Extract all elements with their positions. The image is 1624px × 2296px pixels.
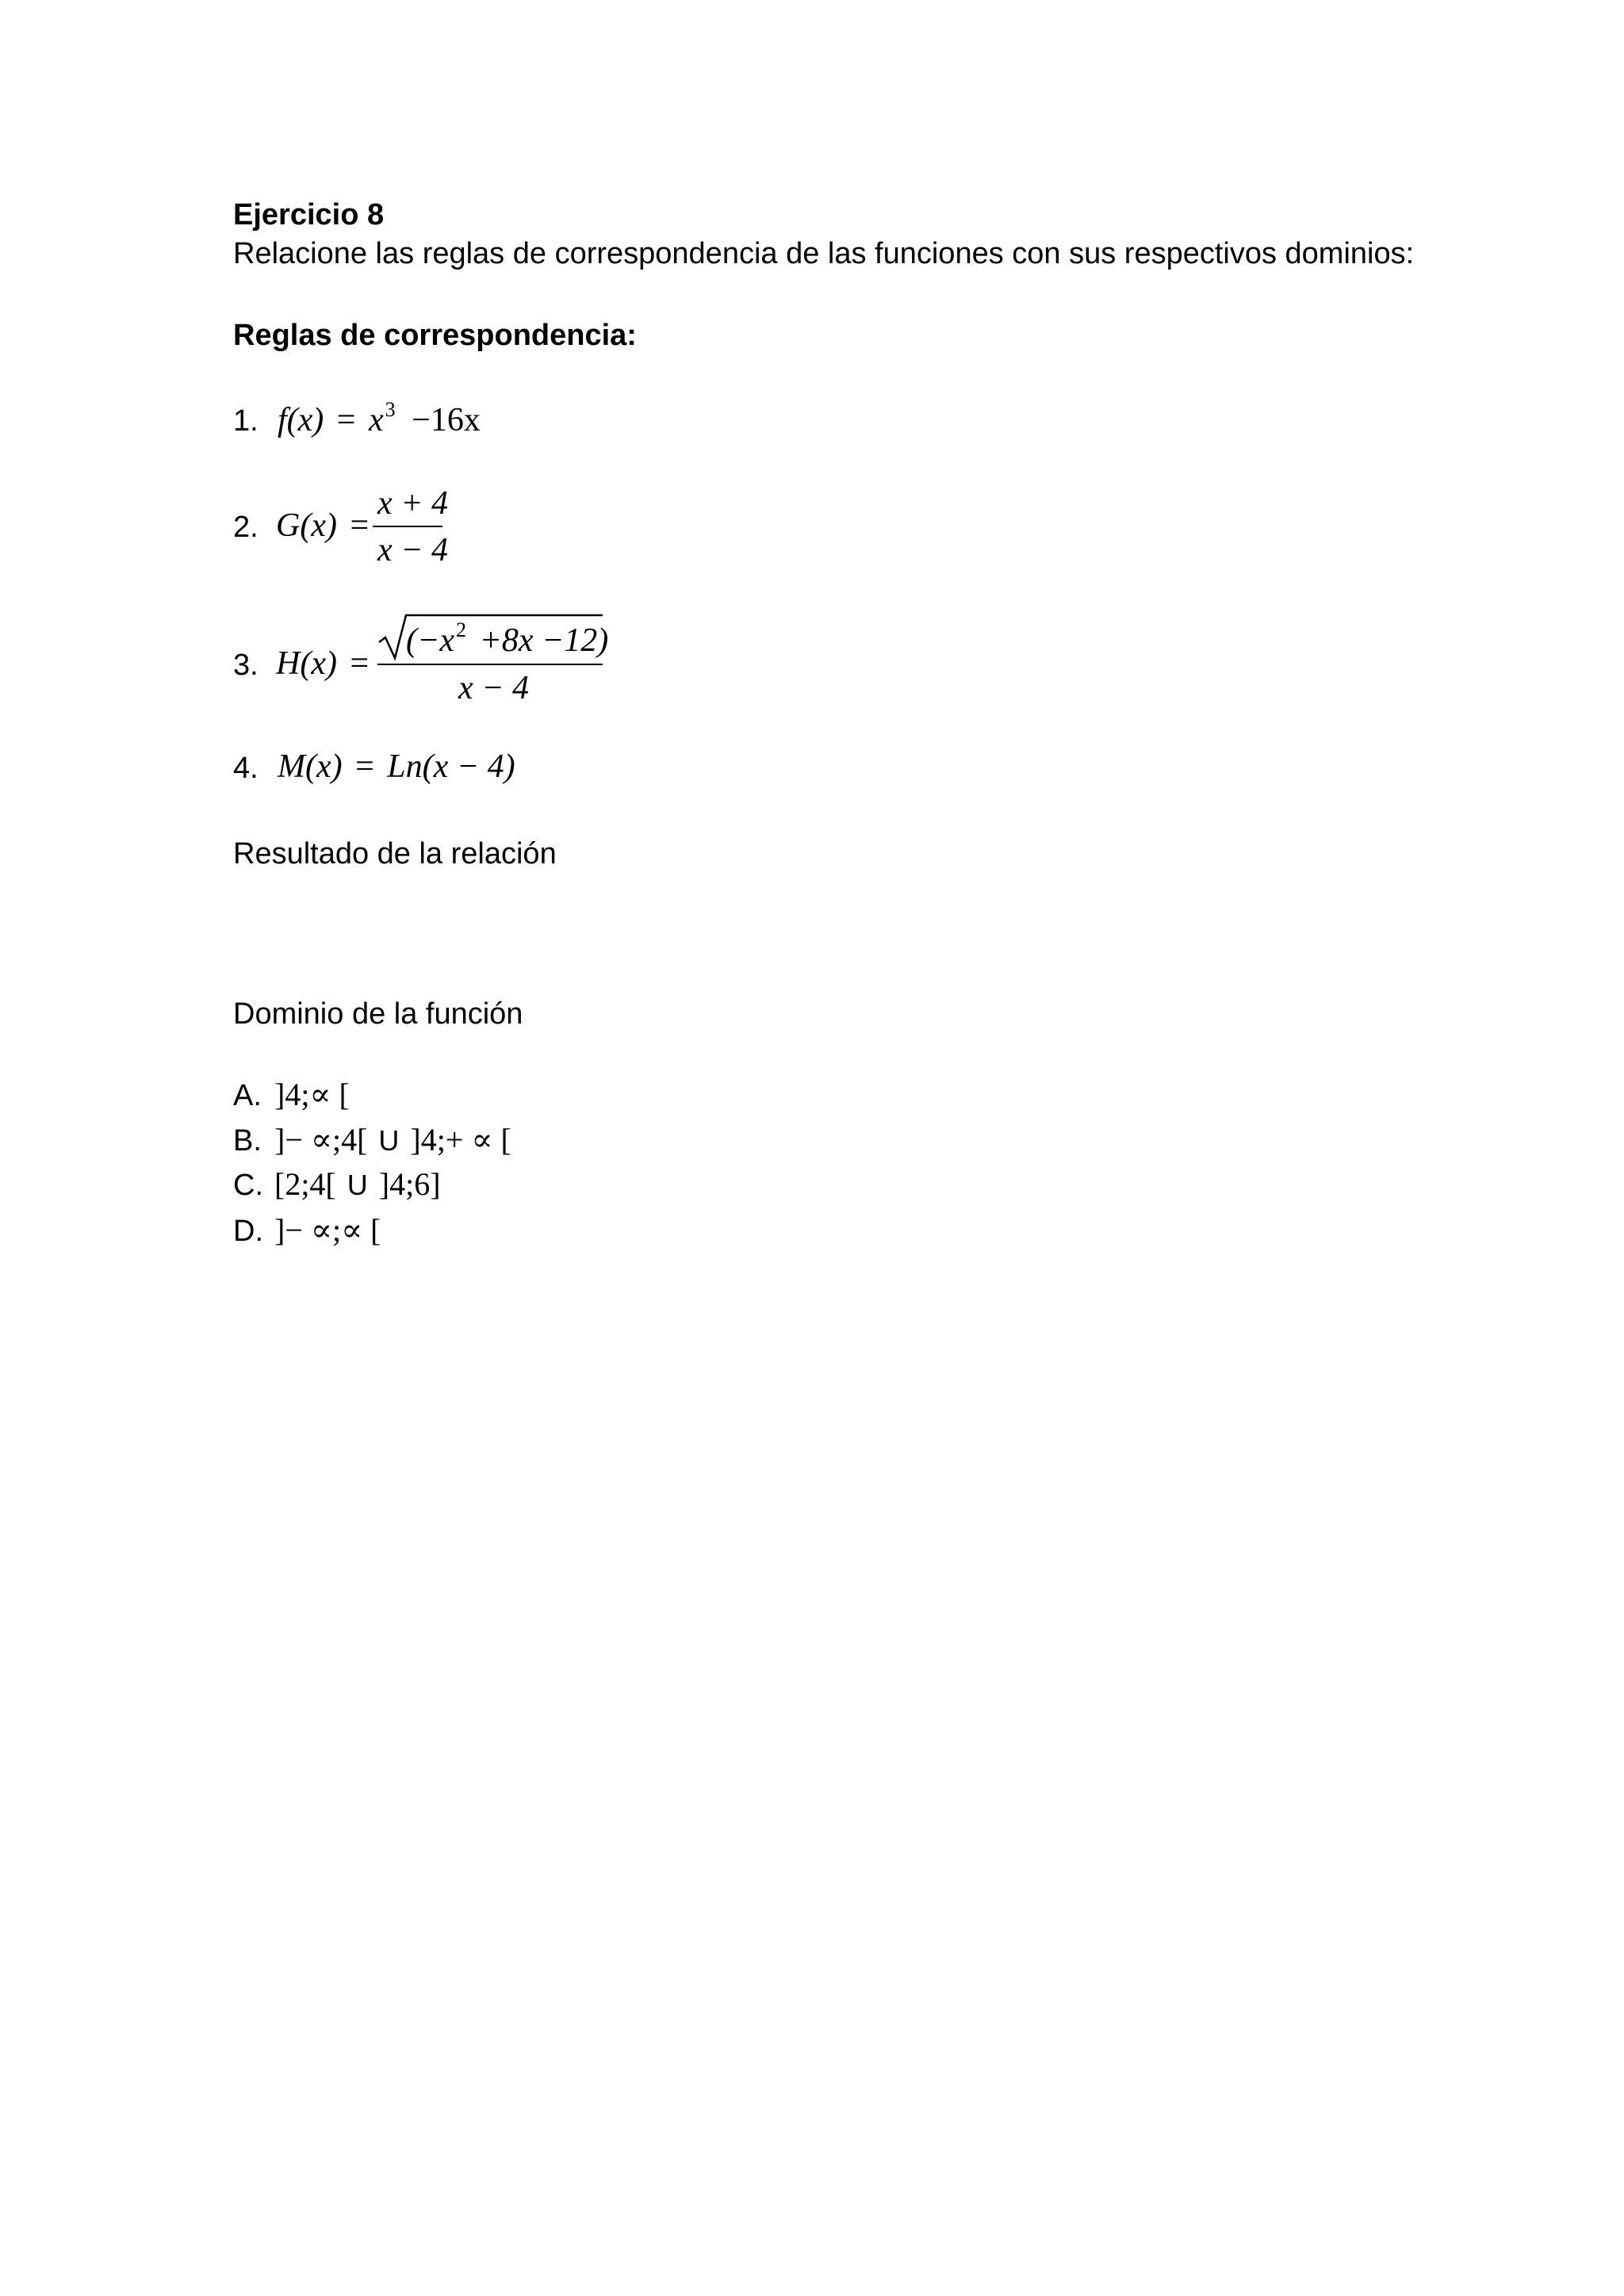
rule-3-numerator — [406, 618, 609, 664]
rule-1-lhs: f(x) — [278, 402, 324, 438]
domain-option-d-letter: D. — [233, 1215, 263, 1248]
result-label: Resultado de la relación — [233, 837, 557, 871]
rule-3-lhs-block — [276, 644, 373, 683]
domain-option-a-letter: A. — [233, 1079, 262, 1112]
rules-heading: Reglas de correspondencia: — [233, 319, 637, 352]
domain-option-c-value — [274, 1166, 441, 1203]
domain-option-d-part1: ]− ∝;∝ [ — [274, 1212, 381, 1248]
rule-3-number: 3. — [233, 649, 259, 682]
rule-2-lhs: G(x) — [276, 507, 337, 544]
exercise-title: Ejercicio 8 — [233, 198, 385, 232]
domain-heading: Dominio de la función — [233, 997, 523, 1031]
domain-option-c-part1: [2;4[ — [274, 1166, 336, 1202]
domain-option-b-value — [274, 1122, 511, 1159]
rule-2-denominator: x − 4 — [377, 532, 448, 568]
domain-option-b-part2: ]4;+ ∝ [ — [410, 1122, 511, 1158]
rule-4-formula — [278, 747, 515, 786]
rule-1-term-exp: 3 — [385, 398, 396, 421]
rule-4-equals: = — [355, 748, 374, 785]
rule-3-fraction-bar — [377, 664, 603, 665]
domain-option-b-union: U — [378, 1124, 400, 1157]
rule-2-equals: = — [350, 507, 370, 544]
domain-option-a-part1: ]4;∝ [ — [274, 1077, 350, 1112]
domain-option-b-part1: ]− ∝;4[ — [274, 1122, 368, 1158]
rule-2-number: 2. — [233, 511, 259, 544]
rule-1-number: 1. — [233, 404, 259, 438]
exercise-instruction: Relacione las reglas de correspondencia de las funciones con sus respectivos dominios: — [233, 237, 1415, 270]
rule-3-lhs: H(x) — [276, 645, 337, 682]
rule-3-denominator: x − 4 — [458, 670, 529, 706]
domain-option-d-value — [274, 1212, 381, 1249]
domain-option-c-union: U — [347, 1169, 368, 1201]
domain-option-b-letter: B. — [233, 1124, 262, 1158]
rule-4-rhs: Ln(x − 4) — [387, 748, 515, 785]
rule-2-numerator: x + 4 — [377, 485, 448, 522]
rule-2-fraction-bar — [373, 526, 442, 527]
rule-3-numerator-exp: 2 — [455, 618, 466, 641]
domain-option-a-value — [274, 1077, 350, 1113]
rule-4-lhs: M(x) — [278, 748, 343, 785]
rule-4-number: 4. — [233, 752, 259, 785]
domain-option-c-letter: C. — [233, 1169, 263, 1202]
rule-3-equals: = — [350, 645, 370, 682]
domain-option-c-part2: ]4;6] — [378, 1166, 441, 1202]
rule-1-term-rest: −16x — [412, 402, 481, 438]
rule-1-formula — [278, 400, 481, 444]
rule-1-term-base: x — [368, 402, 384, 438]
rule-2-lhs-block — [276, 506, 373, 545]
rule-3-numerator-open: (−x — [406, 622, 454, 659]
rule-3-numerator-rest: +8x −12) — [479, 622, 609, 659]
rule-1-equals: = — [336, 402, 356, 438]
